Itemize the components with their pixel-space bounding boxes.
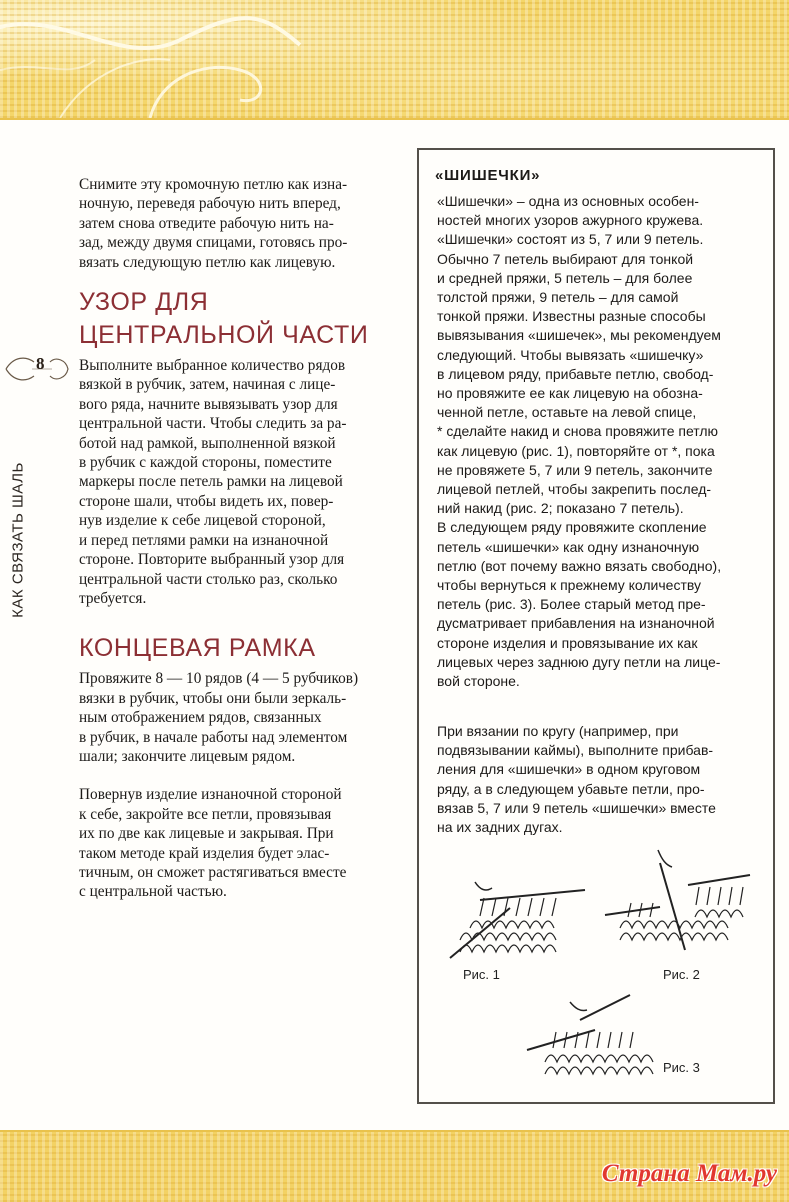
sidebar-paragraph-2: При вязании по кругу (например, при подвязывании каймы), выполните прибав- ления для «шишечки» в одном круговом ряду, а в следующем убавьте петли, про- вязав 5, 7 или 9 петель «шишечки» вместе на их задних дугах. bbox=[437, 723, 716, 836]
intro-paragraph: Снимите эту кромочную петлю как изна- ночную, переведя рабочую нить вперед, затем снова отведите рабочую нить на- зад, между двумя спицами, готовясь про- вязать следующую петлю как лицевую. bbox=[79, 176, 348, 271]
section-heading-central: УЗОР ДЛЯ ЦЕНТРАЛЬНОЙ ЧАСТИ bbox=[79, 288, 369, 350]
figure-2-illustration bbox=[600, 845, 760, 965]
end-border-paragraph-2: Повернув изделие изнаночной стороной к себе, закройте все петли, провязывая их по две как лицевые и закрывая. При таком методе край изделия будет элас- тичным, он сможет растягиваться вместе с центральной частью. bbox=[79, 786, 347, 901]
figure-3-caption: Рис. 3 bbox=[663, 1060, 700, 1075]
end-border-paragraph-1: Провяжите 8 — 10 рядов (4 — 5 рубчиков) вязки в рубчик, чтобы они были зеркаль- ным отображением рядов, связанных в рубчик, в начале работы над элементом шали; закончите лицевым рядом. bbox=[79, 670, 359, 765]
top-decorative-band bbox=[0, 0, 789, 120]
page-number: 8 bbox=[36, 354, 45, 373]
sidebar-title: «ШИШЕЧКИ» bbox=[435, 167, 541, 184]
left-column bbox=[79, 175, 404, 902]
figure-1-illustration bbox=[440, 870, 590, 965]
central-part-paragraph: Выполните выбранное количество рядов вязкой в рубчик, затем, начиная с лице- вого ряда, начните вывязывать узор для центральной части. Чтобы следить за ра- ботой над рамкой, выполненной вязкой в рубчик с каждой стороны, поместите маркеры после петель рамки на лицевой стороне шали, чтобы видеть их, повер- нув изделие к себе лицевой стороной, и перед петлями рамки на изнаночной стороне. Повторите выбранный узор для центральной части столько раз, сколько требуется. bbox=[79, 357, 347, 607]
site-watermark: Страна Мам.ру bbox=[601, 1160, 777, 1187]
figure-3-illustration bbox=[525, 990, 675, 1080]
sidebar-paragraph-1: «Шишечки» – одна из основных особен- ностей многих узоров ажурного кружева. «Шишечки» состоят из 5, 7 или 9 петель. Обычно 7 петель выбирают для тонкой и средней пряжи, 5 петель – для более толстой пряжи, 9 петель – для самой тонкой пряжи. Известны разные способы вывязывания «шишечек», мы рекомендуем следующий. Чтобы вывязать «шишечку» в лицевом ряду, прибавьте петлю, свобод- но провяжите ее как лицевую на обозна- ченной петле, оставьте на левой спице, * сделайте накид и снова провяжите петлю как лицевую (рис. 1), повторяйте от *, пока не провяжете 5, 7 или 9 петель, закончите лицевой петлей, чтобы закрепить послед- ний накид (рис. 2; показано 7 петель). В следующем ряду провяжите скопление петель «шишечки» как одну изнаночную петлю (вот почему важно вязать свободно), чтобы вернуться к прежнему количеству петель (рис. 3). Более старый метод пре- дусматривает прибавления на изнаночной стороне изделия и провязывание их как лицевых через заднюю дугу петли на лице- вой стороне. bbox=[437, 193, 722, 690]
side-label-text: КАК СВЯЗАТЬ ШАЛЬ bbox=[9, 462, 27, 618]
section-heading-end-border: КОНЦЕВАЯ РАМКА bbox=[79, 634, 316, 663]
figure-2-caption: Рис. 2 bbox=[663, 967, 700, 982]
decorative-swirl bbox=[0, 0, 789, 118]
figure-1-caption: Рис. 1 bbox=[463, 967, 500, 982]
